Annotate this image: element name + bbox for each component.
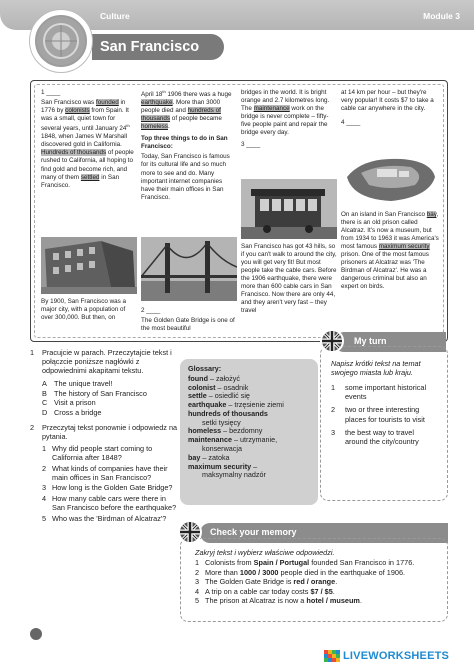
glossary-definition: – osadnik — [215, 382, 249, 392]
option-letter: A — [42, 379, 47, 389]
glossary-box — [180, 359, 318, 505]
answer-choice[interactable]: hotel / museum — [306, 596, 360, 606]
paragraph-number-1[interactable]: 1 ____ — [41, 89, 61, 96]
question-text: How long is the Golden Gate Bridge? — [52, 483, 173, 493]
question-text: How many cable cars were there in San Francisco before the earthquake? — [52, 494, 177, 512]
question-number: 3 — [42, 483, 47, 493]
question-number: 2 — [42, 463, 47, 473]
answer-choice[interactable]: Spain / Portugal — [253, 558, 310, 568]
check-memory-item — [195, 568, 433, 577]
task-1-option[interactable] — [42, 379, 180, 388]
glossary-definition: – utrzymanie, — [231, 435, 278, 445]
answer-choice[interactable]: $7 / $5 — [310, 586, 333, 596]
task-1-option[interactable] — [42, 398, 180, 407]
item-text-before: A trip on a cable car today costs — [205, 586, 311, 596]
earthquake-ruins-photo — [41, 237, 137, 294]
question-number: 5 — [42, 513, 47, 523]
glossary-definition: – zatoka — [200, 452, 230, 462]
tasks-column — [30, 348, 180, 525]
paragraph-2a: April 18th 1906 there was a huge earthquake. More than 3000 people died and hundreds of thousands of people became homeless. — [141, 89, 232, 131]
paragraph-1b: By 1900, San Francisco was a major city, with a population of over 300,000. But then, on — [41, 298, 127, 322]
item-text-after: . — [359, 596, 362, 606]
option-letter: B — [42, 388, 47, 398]
item-text: two or three interesting places for tourists to visit — [345, 405, 425, 424]
task-1-instruction: 1 Pracujcie w parach. Przeczytajcie tekst i połączcie poniższe nagłówki z odpowiednimi akapitami tekstu. — [30, 348, 172, 376]
page-marker — [30, 628, 42, 640]
glossary-term: settle — [188, 391, 207, 401]
cable-car-photo — [241, 179, 337, 239]
item-number: 2 — [195, 567, 200, 577]
my-turn-item — [331, 405, 437, 423]
liveworksheets-logo[interactable] — [324, 649, 449, 663]
glossary-term: maintenance — [188, 435, 232, 445]
check-memory-item — [195, 558, 433, 567]
liveworksheets-icon — [324, 650, 340, 662]
item-number: 1 — [331, 383, 336, 393]
glossary-entry — [188, 471, 310, 480]
glossary-definition: setki tysięcy — [202, 417, 241, 427]
item-number: 5 — [195, 596, 200, 606]
check-memory-item — [195, 577, 433, 586]
option-text: Cross a bridge — [54, 407, 102, 417]
item-number: 3 — [195, 577, 200, 587]
item-number: 3 — [331, 427, 336, 437]
answer-choice[interactable]: red / orange — [293, 577, 336, 587]
paragraph-4b: On an island in San Francisco bay, there is an old prison called Alcatraz. It's now a museum, but from 1934 to 1963 it was America's most famous maximum security prison. One of the most famous prisoners at Alcatraz was 'The Birdman of Alcatraz'. He was a dangerous criminal but also an expert on birds. — [341, 211, 439, 291]
check-memory-instruction: Zakryj tekst i wybierz właściwe odpowiedzi. — [195, 548, 335, 557]
section-label: Culture — [100, 11, 130, 21]
my-turn-item — [331, 428, 437, 446]
paragraph-1: San Francisco was founded in 1776 by colonists from Spain. It was a small, quiet town for several years, until January 24th 1848, when James W Marshall discovered gold in California. Hundreds of thousands of people rushed to California, all hoping to find gold and become rich, and many of them settled in San Francisco. — [41, 99, 134, 189]
glossary-definition: – bezdomny — [221, 426, 263, 436]
my-turn-instruction: Napisz krótki tekst na temat swojego miasta lub kraju. — [331, 359, 421, 378]
task-2-question — [42, 465, 180, 483]
question-number: 4 — [42, 494, 47, 504]
uk-flag-icon-2 — [178, 520, 202, 544]
text-column-4 — [341, 89, 439, 127]
my-turn-title: My turn — [354, 336, 387, 346]
globe-icon — [30, 10, 92, 72]
text-column-2 — [141, 89, 237, 202]
glossary-term: colonist — [188, 382, 216, 392]
glossary-term: found — [188, 373, 208, 383]
task-1-option[interactable] — [42, 408, 180, 417]
module-label: Module 3 — [423, 11, 460, 21]
item-text-after: . — [332, 586, 335, 596]
item-text: some important historical events — [345, 383, 427, 402]
item-text-before: The Golden Gate Bridge is — [205, 577, 294, 587]
task-2-question — [42, 484, 180, 493]
paragraph-2b: Today, San Francisco is famous for its cultural life and so much more to see and do. Many important internet companies have their main offices in San Francisco. — [141, 153, 230, 201]
title-bar — [92, 34, 224, 60]
text-column-1 — [41, 89, 137, 190]
my-turn-item — [331, 383, 437, 401]
glossary-title: Glossary: — [188, 364, 222, 373]
question-number: 1 — [42, 444, 47, 454]
uk-flag-icon — [320, 329, 344, 353]
check-memory-title: Check your memory — [210, 527, 297, 537]
item-text-before: Colonists from — [205, 558, 254, 568]
glossary-term: maximum security — [188, 461, 252, 471]
my-turn-box — [320, 346, 448, 501]
paragraph-4a: at 14 km per hour – but they're very popular! It costs $7 to take a cable car anywhere in the city. — [341, 89, 434, 113]
text-column-1b — [41, 298, 137, 322]
task-2-question — [42, 445, 180, 463]
item-text-before: The prison at Alcatraz is now a — [205, 596, 307, 606]
glossary-term: hundreds of thousands — [188, 408, 268, 418]
glossary-term: bay — [188, 452, 201, 462]
item-number: 1 — [195, 558, 200, 568]
option-text: The unique travel! — [54, 379, 113, 389]
paragraph-number-4[interactable]: 4 ____ — [341, 119, 361, 127]
check-memory-item — [195, 587, 433, 596]
paragraph-number-3[interactable]: 3 ____ — [241, 141, 261, 149]
liveworksheets-brand: LIVEWORKSHEETS — [343, 649, 450, 662]
item-number: 4 — [195, 586, 200, 596]
question-text: What kinds of companies have their main offices in San Francisco? — [52, 463, 168, 482]
glossary-definition: – trzęsienie ziemi — [226, 400, 284, 410]
text-column-3 — [241, 89, 337, 149]
option-text: The history of San Francisco — [54, 388, 147, 398]
question-text: Who was the 'Birdman of Alcatraz'? — [52, 513, 167, 523]
option-letter: C — [42, 398, 48, 408]
check-memory-box — [180, 538, 448, 622]
option-text: Visit a prison — [54, 398, 96, 408]
things-to-do-heading: Top three things to do in San Francisco: — [141, 135, 228, 151]
answer-choice[interactable]: 1000 / 3000 — [239, 567, 279, 577]
glossary-term: homeless — [188, 426, 222, 436]
page-title: San Francisco — [100, 39, 200, 55]
item-text-after: . — [335, 577, 338, 587]
question-text: Why did people start coming to California after 1848? — [52, 444, 153, 463]
item-text: the best way to travel around the city/country — [345, 427, 419, 446]
task-2-question — [42, 515, 180, 524]
check-memory-item — [195, 596, 433, 605]
paragraph-3a: bridges in the world. It is bright orange and 2.7 kilometres long. The maintenance work on the bridge is never complete – fifty-five people paint and repair the bridge every day. — [241, 89, 330, 137]
text-column-4b — [341, 211, 439, 291]
task-2-instruction: 2 Przeczytaj tekst ponownie i odpowiedz na pytania. — [30, 423, 178, 442]
alcatraz-photo — [341, 147, 439, 207]
glossary-definition: konserwacja — [202, 444, 242, 454]
task-1-option[interactable] — [42, 389, 180, 398]
glossary-definition: – — [251, 461, 258, 471]
item-number: 2 — [331, 405, 336, 415]
paragraph-2c: The Golden Gate Bridge is one of the most beautiful — [141, 317, 235, 333]
glossary-definition: maksymalny nadzór — [202, 470, 266, 480]
glossary-definition: – założyć — [207, 373, 240, 383]
item-text-after: founded San Francisco in 1776. — [309, 558, 415, 568]
task-2-question — [42, 495, 180, 513]
golden-gate-photo — [141, 237, 237, 301]
glossary-definition: – osiedlić się — [206, 391, 250, 401]
paragraph-3b: San Francisco has got 43 hills, so if you can't walk to around the city, you will get very fit! But most people take the cable cars. Before the 1906 earthquake, there were more than 600 cable cars in San Francisco. Now there are only 44, and they aren't very fast – they travel — [241, 243, 337, 315]
text-column-3b — [241, 243, 337, 315]
item-text-before: More than — [205, 567, 240, 577]
text-column-2b — [141, 307, 237, 333]
item-text-after: people died in the earthquake of 1906. — [278, 567, 406, 577]
paragraph-number-2[interactable]: 2 ____ — [141, 307, 161, 314]
reading-text-box — [30, 80, 448, 342]
option-letter: D — [42, 407, 48, 417]
glossary-term: earthquake — [188, 400, 227, 410]
